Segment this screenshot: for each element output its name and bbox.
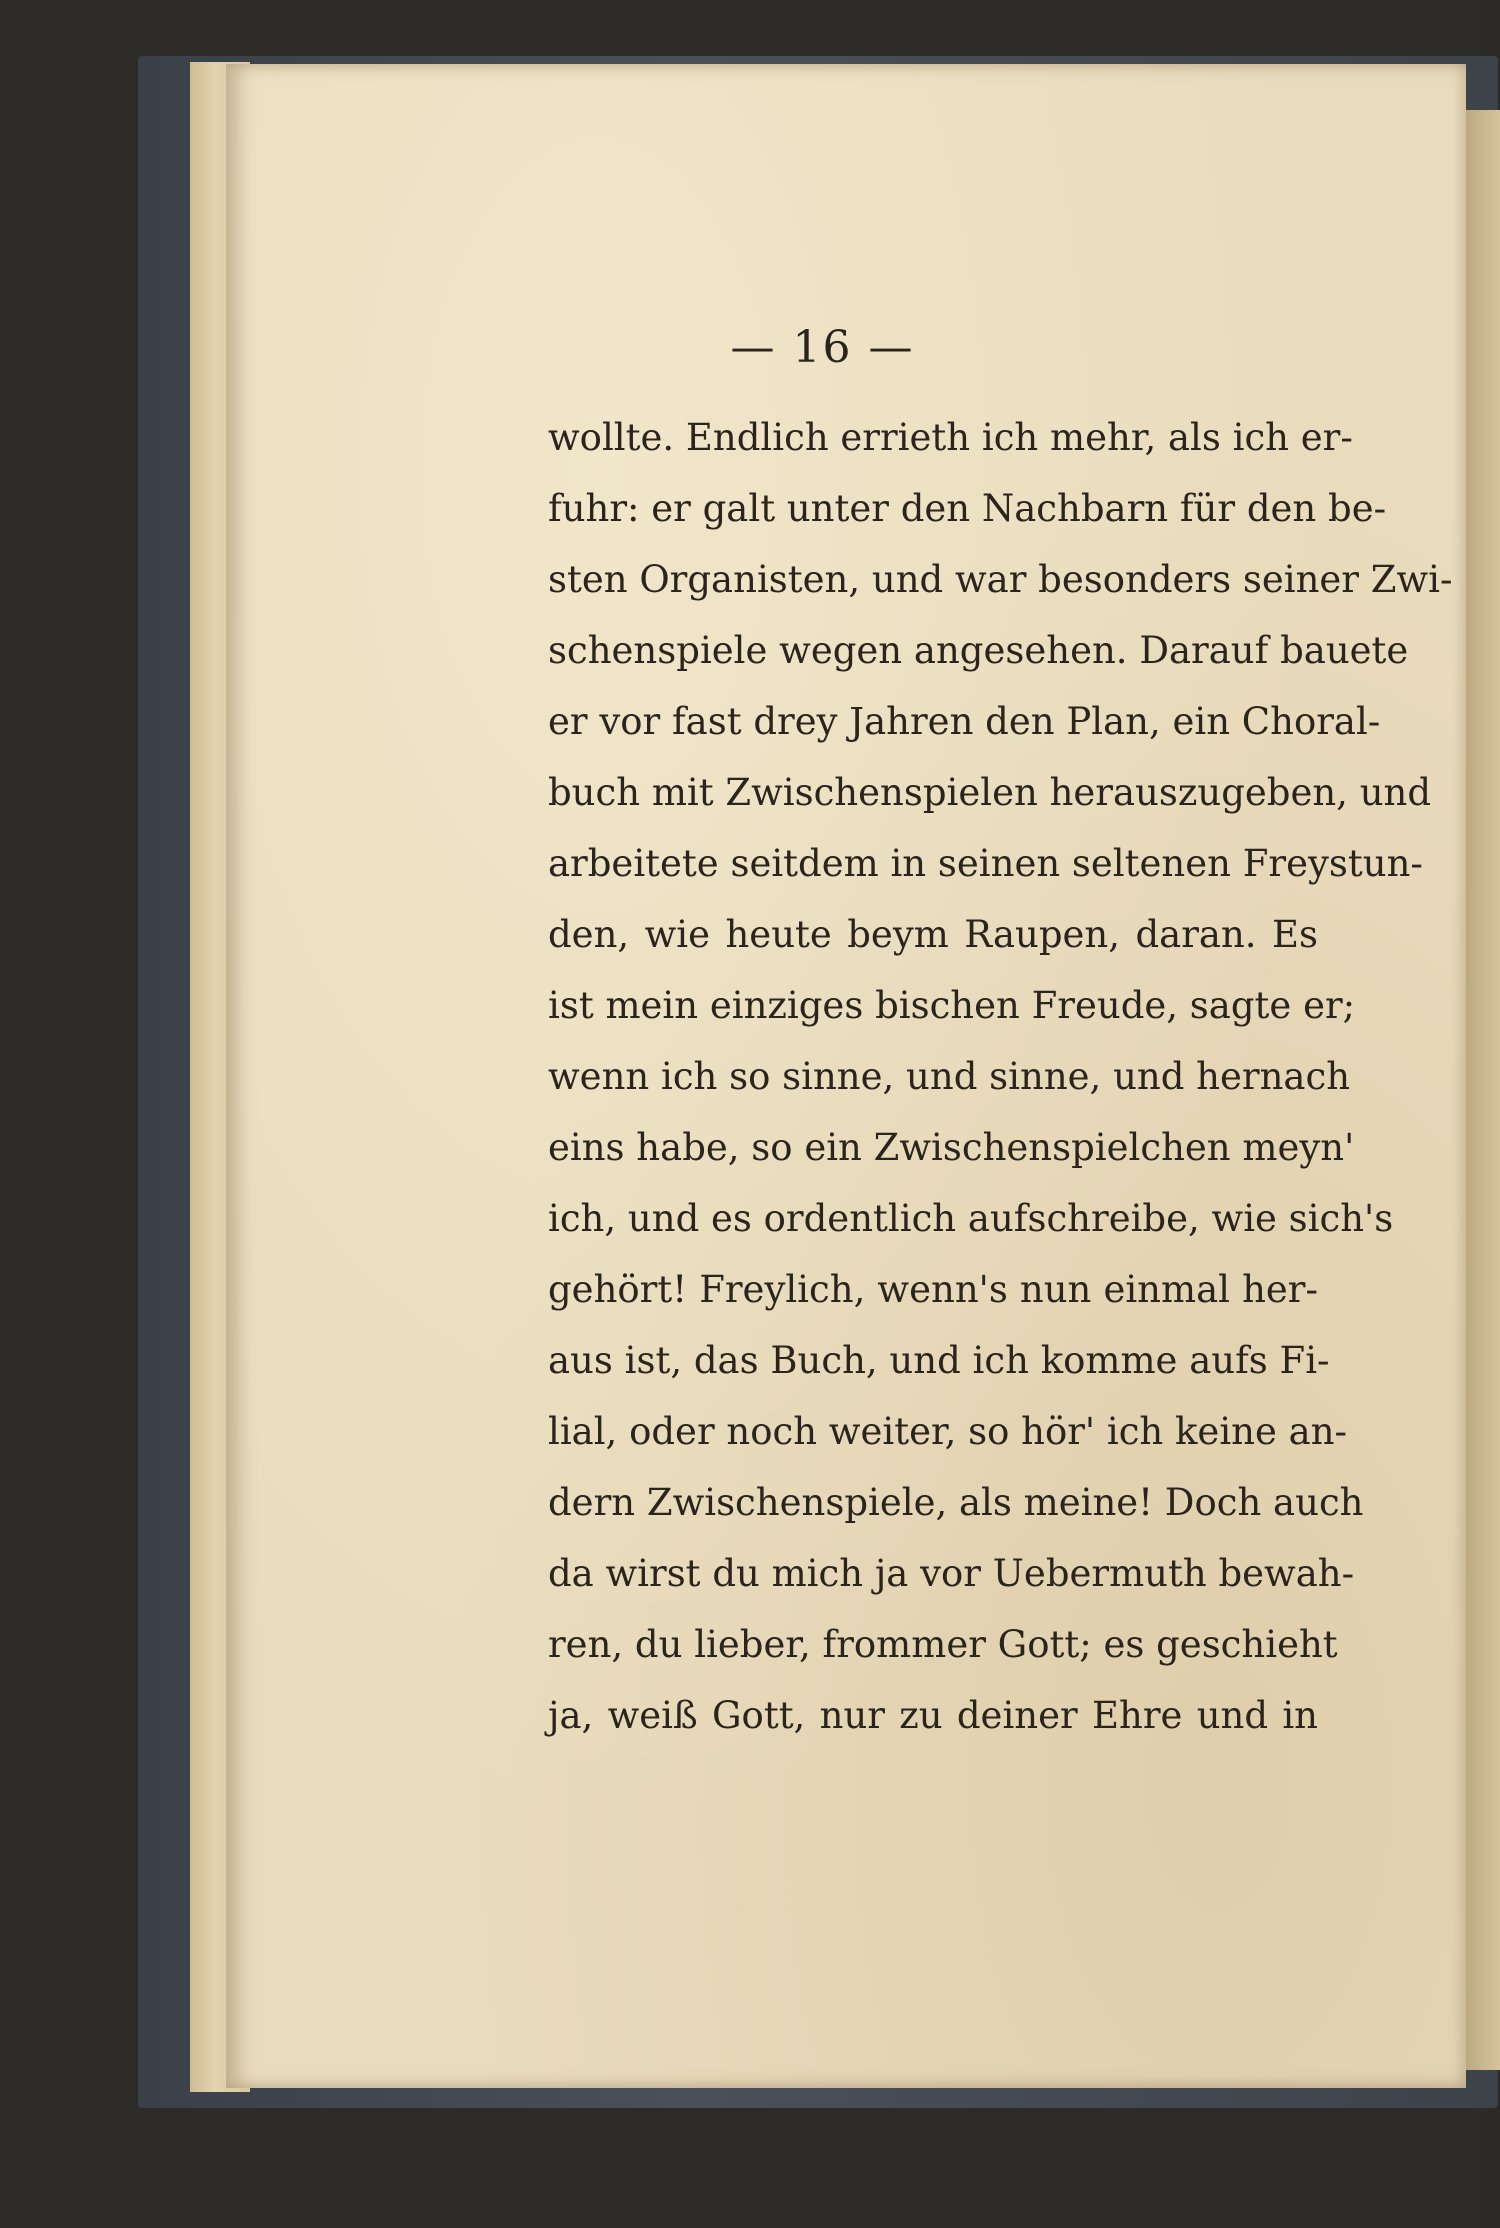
text-line: den, wie heute beym Raupen, daran. Es — [548, 913, 1318, 956]
text-line: ich, und es ordentlich aufschreibe, wie sich's — [548, 1197, 1394, 1240]
text-line: er vor fast drey Jahren den Plan, ein Choral- — [548, 700, 1381, 743]
body-text — [548, 402, 1453, 1751]
text-line: dern Zwischenspiele, als meine! Doch auch — [548, 1481, 1364, 1524]
text-line: buch mit Zwischenspielen herauszugeben, und — [548, 771, 1432, 814]
text-line: ren, du lieber, frommer Gott; es geschieht — [548, 1623, 1338, 1666]
text-line: schenspiele wegen angesehen. Darauf bauete — [548, 629, 1409, 672]
page-number: — 16 — — [730, 322, 915, 373]
next-page-edge — [1460, 110, 1500, 2070]
text-line: lial, oder noch weiter, so hör' ich keine an- — [548, 1410, 1348, 1453]
text-line: wenn ich so sinne, und sinne, und hernach — [548, 1055, 1351, 1098]
text-line: sten Organisten, und war besonders seiner Zwi- — [548, 558, 1453, 601]
text-line: eins habe, so ein Zwischenspielchen meyn' — [548, 1126, 1355, 1169]
text-line: da wirst du mich ja vor Uebermuth bewah- — [548, 1552, 1355, 1595]
text-line: ja, weiß Gott, nur zu deiner Ehre und in — [548, 1694, 1318, 1737]
text-line: gehört! Freylich, wenn's nun einmal her- — [548, 1268, 1318, 1311]
text-line: ist mein einziges bischen Freude, sagte er; — [548, 984, 1356, 1027]
text-line: aus ist, das Buch, und ich komme aufs Fi- — [548, 1339, 1330, 1382]
text-line: wollte. Endlich errieth ich mehr, als ich er- — [548, 416, 1353, 459]
text-line: arbeitete seitdem in seinen seltenen Freystun- — [548, 842, 1423, 885]
text-line: fuhr: er galt unter den Nachbarn für den be- — [548, 487, 1387, 530]
